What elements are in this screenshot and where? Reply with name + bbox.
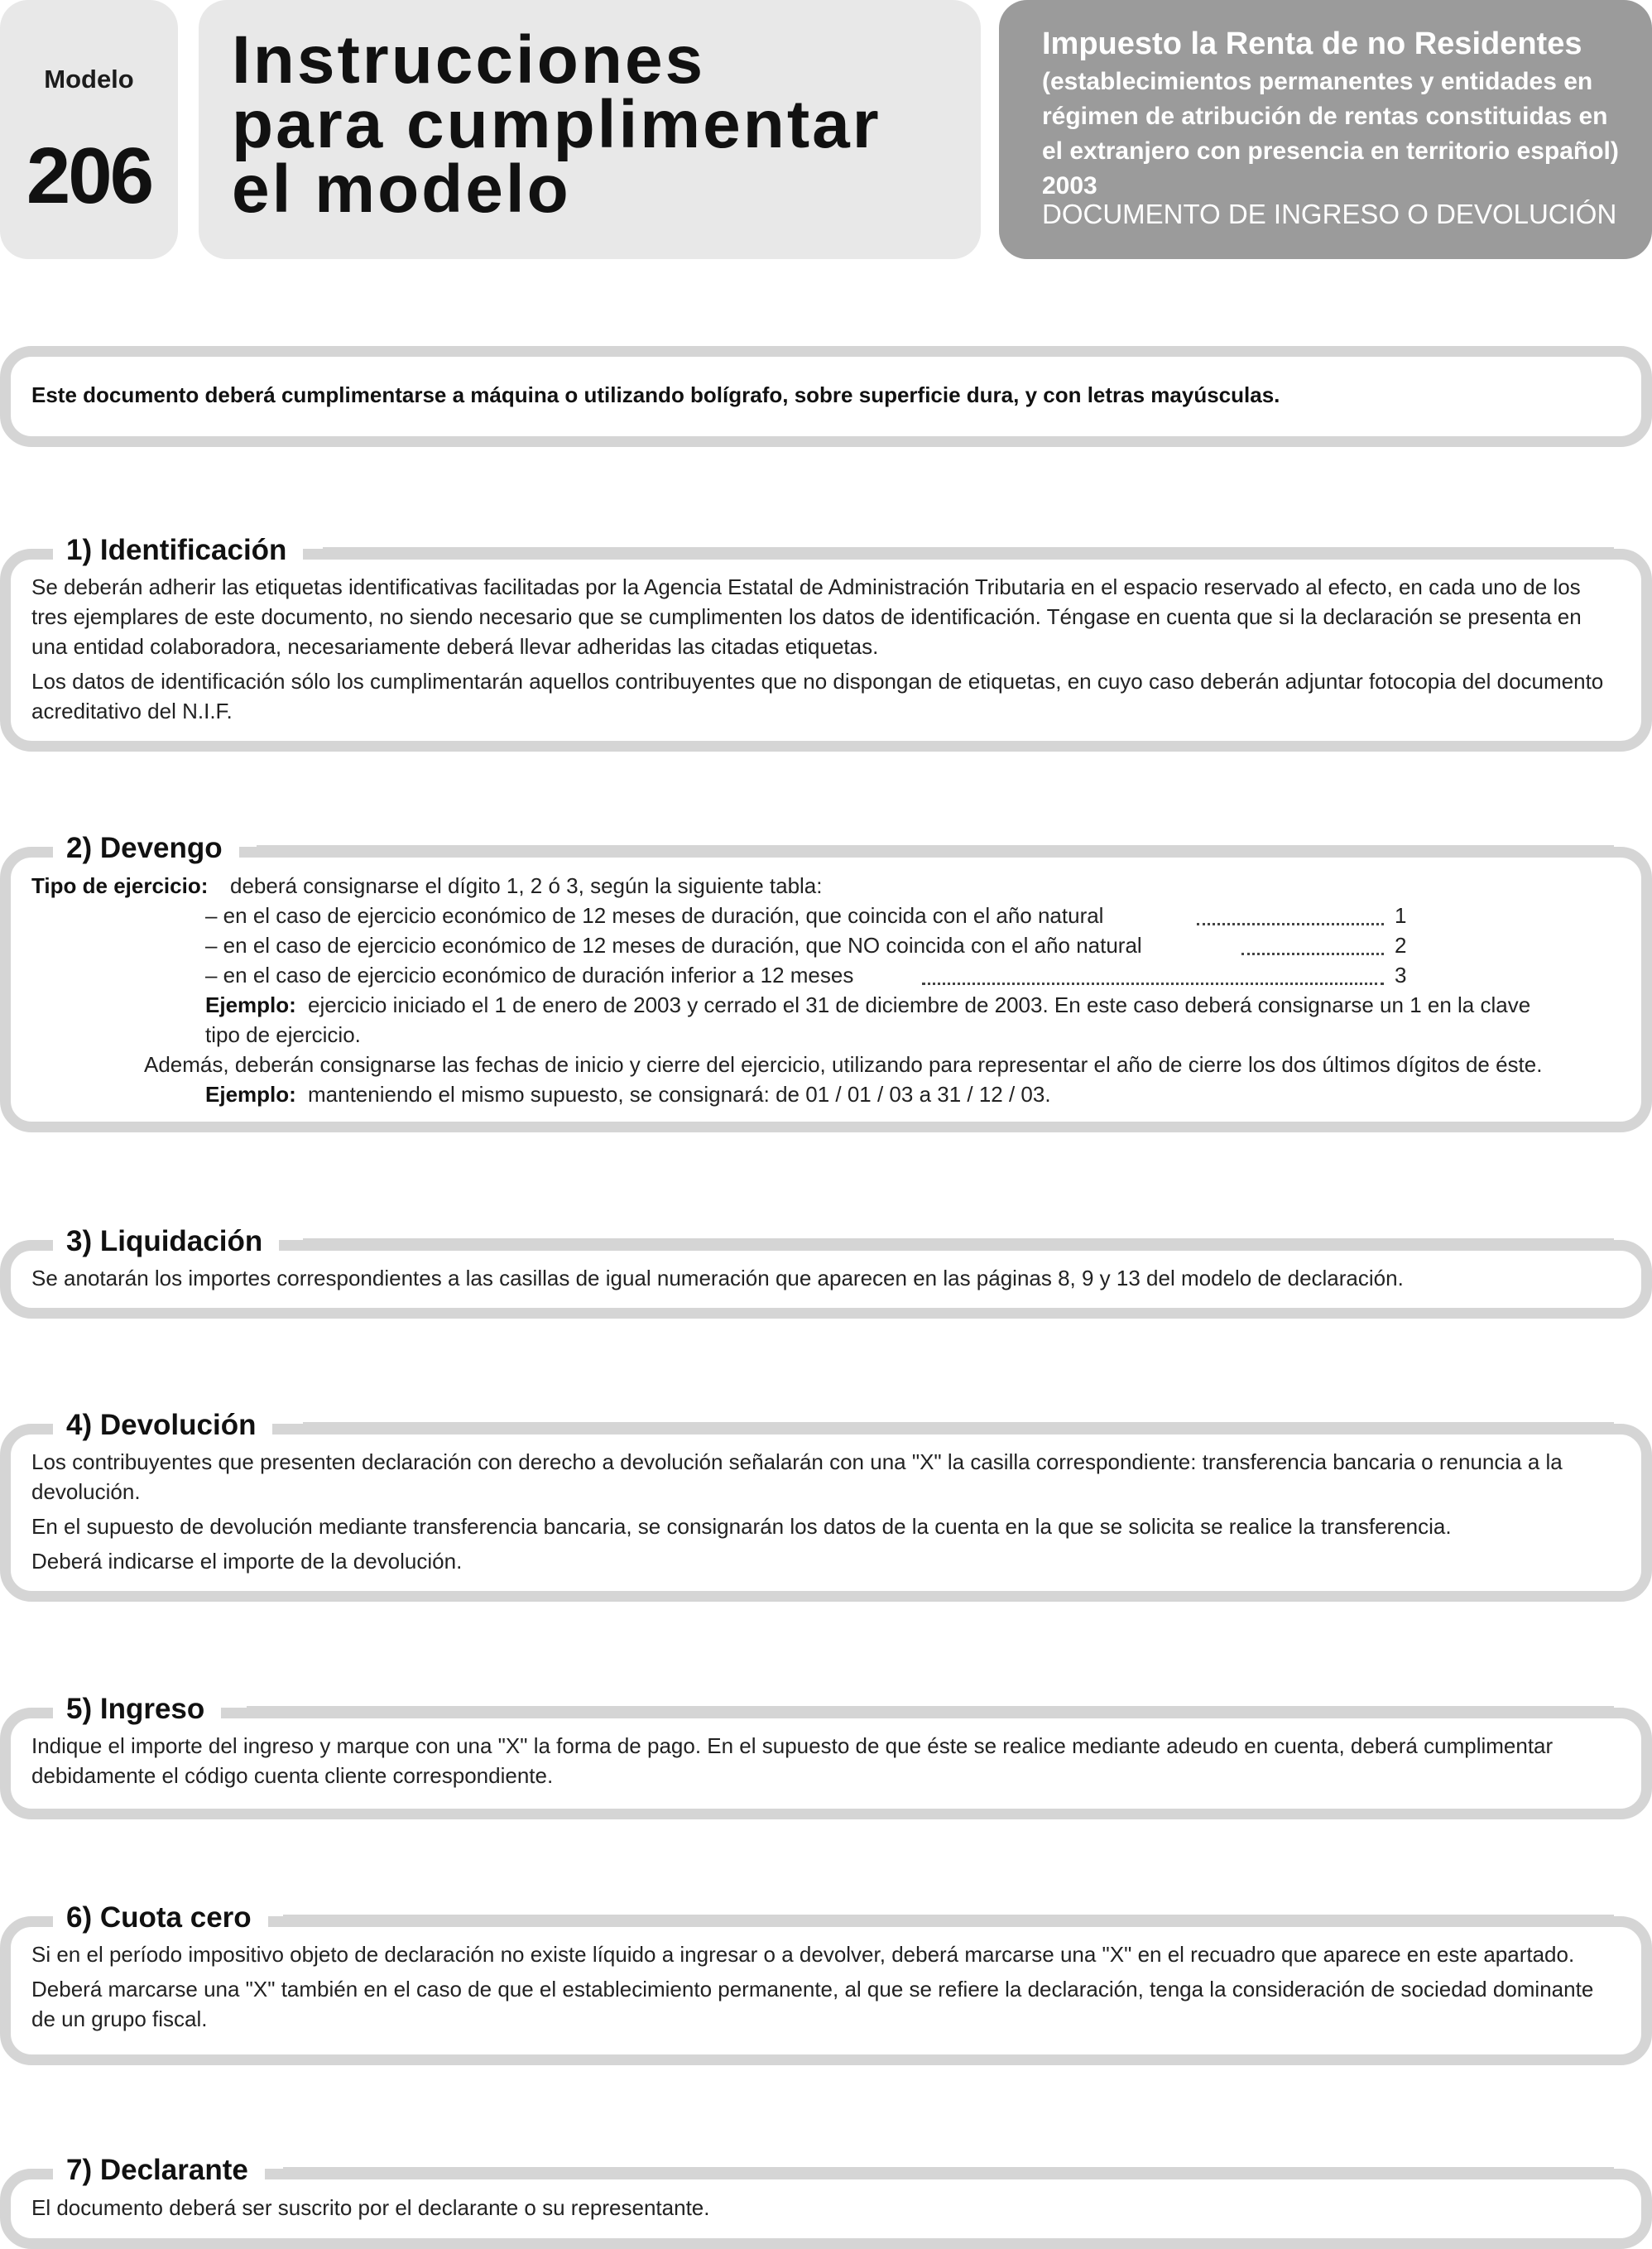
example-label: Ejemplo:	[205, 992, 296, 1017]
dot-leader	[1197, 923, 1384, 925]
section-title: 6) Cuota cero	[53, 1901, 268, 1934]
section-title-bar	[247, 1706, 1614, 1718]
dot-leader	[1241, 953, 1384, 955]
paragraph: Indique el importe del ingreso y marque con una "X" la forma de pago. En el supuesto de que éste se realice mediante adeudo en cuenta, deberá cumplimentar debidamente el código cuenta cliente correspondiente.	[31, 1733, 1554, 1788]
section-title: 1) Identificación	[53, 534, 303, 567]
model-badge	[0, 0, 178, 259]
section-title-bar	[323, 547, 1614, 559]
page-title-panel	[199, 0, 981, 259]
title-line-3: el modelo	[232, 151, 571, 227]
section-title-bar	[283, 2167, 1614, 2179]
option-text: – en el caso de ejercicio económico de duración inferior a 12 meses	[205, 963, 854, 988]
tipo-ejercicio-text: deberá consignarse el dígito 1, 2 ó 3, según la siguiente tabla:	[230, 873, 823, 898]
section-title-bar	[303, 1238, 1614, 1250]
option-text: – en el caso de ejercicio económico de 12 meses de duración, que NO coincida con el año natural	[205, 933, 1142, 958]
section-title-bar	[303, 1422, 1614, 1434]
example-text-cont: tipo de ejercicio.	[205, 1022, 361, 1047]
paragraph: Si en el período impositivo objeto de declaración no existe líquido a ingresar o a devolver, deberá marcarse una "X" en el recuadro que aparece en este apartado.	[31, 1942, 1575, 1967]
tipo-ejercicio-label: Tipo de ejercicio:	[31, 873, 209, 898]
paragraph: Los datos de identificación sólo los cumplimentarán aquellos contribuyentes que no dispongan de etiquetas, en cuyo caso deberán adjuntar fotocopia del documento acreditativo del N.I.F.	[31, 669, 1604, 723]
model-number: 206	[26, 132, 152, 220]
option-text: – en el caso de ejercicio económico de 12 meses de duración, que coincida con el año natural	[205, 903, 1104, 928]
section-title-bar	[257, 845, 1614, 857]
paragraph: El documento deberá ser suscrito por el declarante o su representante.	[31, 2195, 710, 2220]
section-body	[31, 1939, 1621, 2039]
section-title: 5) Ingreso	[53, 1693, 221, 1726]
ademas-text: Además, deberán consignarse las fechas de inicio y cierre del ejercicio, utilizando para representar el año de cierre los dos últimos dígitos de éste.	[144, 1052, 1543, 1077]
section-body	[31, 1731, 1621, 1795]
section-body	[31, 2193, 1621, 2227]
paragraph: Se anotarán los importes correspondientes a las casillas de igual numeración que aparecen en las páginas 8, 9 y 13 del modelo de declaración.	[31, 1266, 1404, 1290]
example-label: Ejemplo:	[205, 1082, 296, 1107]
paragraph: Deberá marcarse una "X" también en el caso de que el establecimiento permanente, al que se refiere la declaración, tenga la consideración de sociedad dominante de un grupo fiscal.	[31, 1977, 1594, 2031]
title-line-2: para cumplimentar	[232, 87, 881, 162]
page-title	[232, 22, 881, 227]
option-digit: 3	[1395, 963, 1407, 988]
section-title: 2) Devengo	[53, 832, 239, 865]
title-line-1: Instrucciones	[232, 22, 706, 98]
document-type: DOCUMENTO DE INGRESO O DEVOLUCIÓN	[1042, 199, 1617, 229]
tax-info-panel	[999, 0, 1652, 259]
section-title: 4) Devolución	[53, 1409, 272, 1442]
example-text: manteniendo el mismo supuesto, se consignará: de 01 / 01 / 03 a 31 / 12 / 03.	[308, 1082, 1051, 1107]
section-body	[31, 1447, 1621, 1581]
section-title-bar	[283, 1915, 1614, 1926]
paragraph: Los contribuyentes que presenten declaración con derecho a devolución señalarán con una "X" la casilla correspondiente: transferencia bancaria o renuncia a la devolución.	[31, 1449, 1563, 1504]
option-digit: 1	[1395, 903, 1407, 928]
section-title: 7) Declarante	[53, 2154, 265, 2187]
dot-leader	[922, 983, 1384, 985]
tax-title: Impuesto la Renta de no Residentes	[1042, 26, 1582, 61]
section-body	[31, 1263, 1621, 1298]
tax-subtitle: (establecimientos permanentes y entidades en régimen de atribución de rentas constituidas en el extranjero con presencia en territorio español) 2003	[1042, 68, 1619, 199]
paragraph: En el supuesto de devolución mediante transferencia bancaria, se consignarán los datos de la cuenta en la que se solicita se realice la transferencia.	[31, 1514, 1452, 1539]
option-digit: 2	[1395, 933, 1407, 958]
example-text: ejercicio iniciado el 1 de enero de 2003 y cerrado el 31 de diciembre de 2003. En este caso deberá consignarse un 1 en la clave	[308, 992, 1531, 1017]
paragraph: Se deberán adherir las etiquetas identificativas facilitadas por la Agencia Estatal de Administración Tributaria en el espacio reservado al efecto, en cada uno de los tres ejemplares de este documento, no siendo necesario que se cumplimenten los datos de identificación. Téngase en cuenta que si la declaración se presenta en una entidad colaboradora, necesariamente deberá llevar adheridas las citadas etiquetas.	[31, 574, 1582, 659]
model-label: Modelo	[44, 65, 134, 94]
section-title: 3) Liquidación	[53, 1225, 279, 1258]
paragraph: Deberá indicarse el importe de la devolución.	[31, 1549, 463, 1574]
section-body	[31, 572, 1621, 731]
notice-text: Este documento deberá cumplimentarse a máquina o utilizando bolígrafo, sobre superficie dura, y con letras mayúsculas.	[31, 382, 1280, 407]
